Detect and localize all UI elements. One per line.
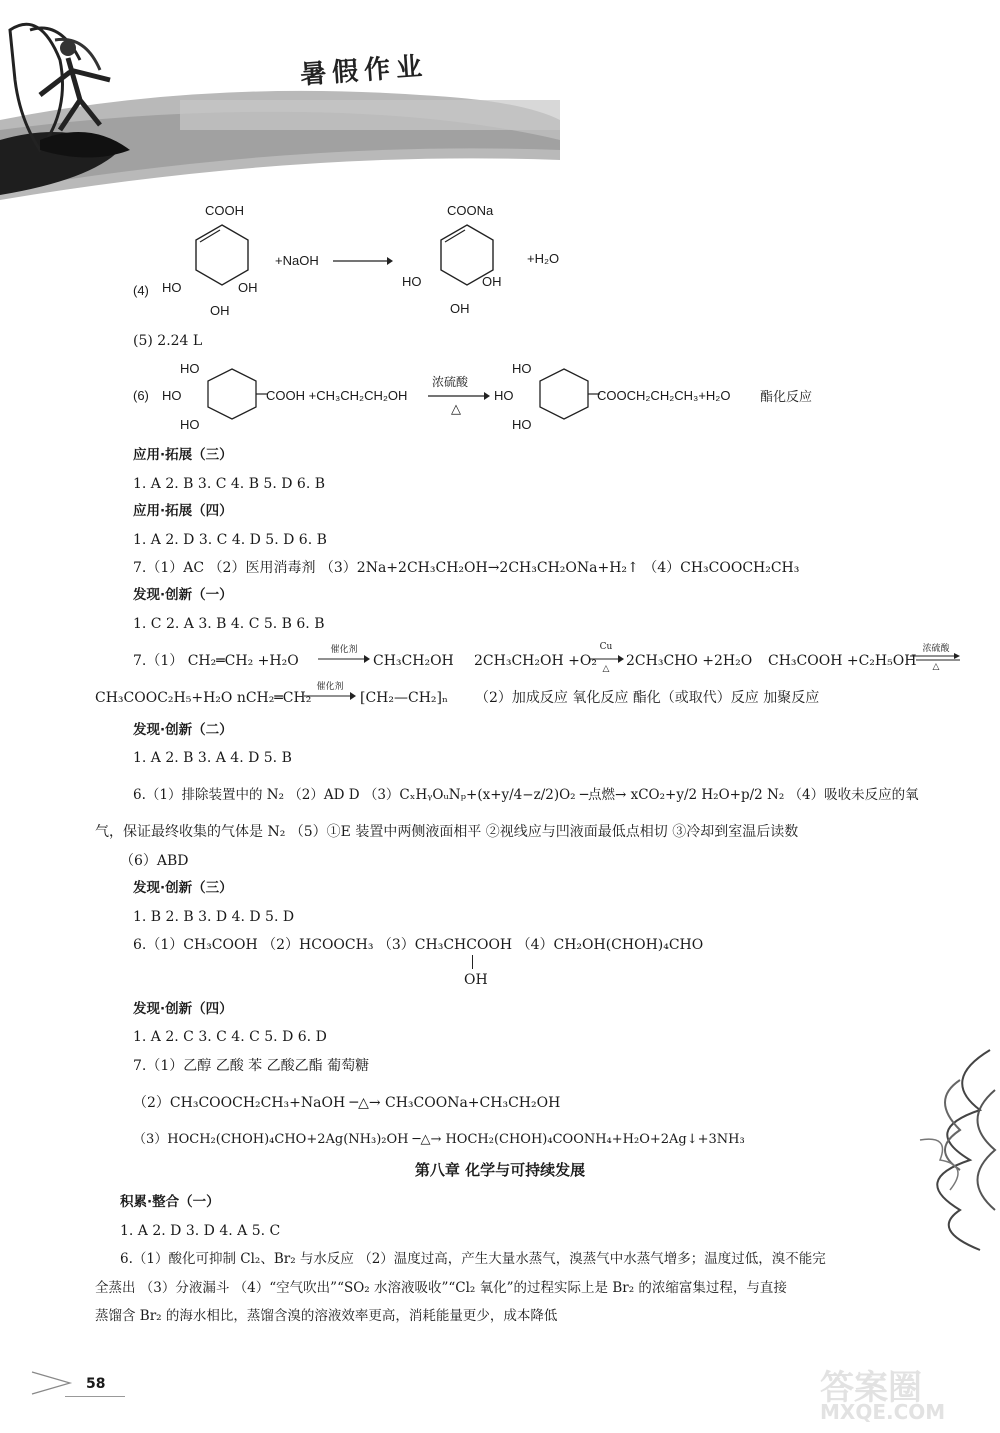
answer-line: 气，保证最终收集的气体是 N₂ （5）①E 装置中两侧液面相平 ②视线应与凹液面最低点相切 ③冷却到室温后读数 — [95, 824, 799, 840]
q6-reactant-ring — [200, 365, 270, 425]
q6-product-ring — [532, 365, 602, 425]
acid-label: 浓硫酸 — [922, 644, 950, 654]
eq-polyethylene: [CH₂—CH₂]ₙ — [360, 690, 449, 706]
reaction-types: （2）加成反应 氧化反应 酯化（或取代）反应 加聚反应 — [475, 690, 820, 706]
heat-label: △ — [602, 664, 610, 674]
cu-label: Cu — [599, 642, 613, 652]
q5-answer: (5) 2.24 L — [133, 333, 203, 349]
page-number-rule — [65, 1396, 125, 1397]
chapter-title: 第八章 化学与可持续发展 — [414, 1161, 586, 1179]
eq-polymerization: CH₃COOC₂H₅+H₂O nCH₂═CH₂ — [95, 690, 312, 706]
q4-product-oh-left: HO — [402, 274, 422, 289]
surfer-illustration — [0, 0, 1000, 200]
answer-line: 6.（1）排除装置中的 N₂ （2）AD D （3）CₓHᵧOᵤNₚ+(x+y/4−z/2)O₂ ─点燃→ xCO₂+y/2 H₂O+p/2 N₂ （4）吸收未反应的氧 — [133, 787, 919, 803]
catalyst-label: 催化剂 — [316, 682, 344, 692]
answer-line: 1. A 2. B 3. A 4. D 5. B — [133, 750, 292, 766]
q6-product-ho-top: HO — [512, 361, 532, 376]
q6-product-ho-mid: HO — [494, 388, 514, 403]
substituent: OH — [464, 972, 488, 988]
section-heading: 发现·创新（三） — [133, 880, 233, 896]
q6-ho-bot: HO — [180, 417, 200, 432]
q4-byproduct: +H₂O — [527, 251, 560, 266]
answer-line: （2）CH₃COOCH₂CH₃+NaOH ─△→ CH₃COONa+CH₃CH₂OH — [133, 1095, 561, 1111]
section-heading: 积累·整合（一） — [120, 1194, 220, 1210]
q6-label: (6) — [133, 388, 149, 403]
section-heading: 发现·创新（二） — [133, 722, 233, 738]
section-heading: 发现·创新（一） — [133, 587, 233, 603]
q6-ho-top: HO — [180, 361, 200, 376]
answer-line: 1. A 2. C 3. C 4. C 5. D 6. D — [133, 1029, 327, 1045]
answer-line: 蒸馏含 Br₂ 的海水相比，蒸馏含溴的溶液效率更高，消耗能量更少，成本降低 — [95, 1308, 558, 1324]
q4-reactant-oh-right: OH — [238, 280, 258, 295]
q6-condition-top: 浓硫酸 — [432, 375, 469, 389]
eq-arrow — [590, 654, 624, 664]
answer-line: （6）ABD — [120, 853, 189, 869]
answer-line: 1. A 2. B 3. C 4. B 5. D 6. B — [133, 476, 326, 492]
q6-product-tail: COOCH₂CH₂CH₃+H₂O — [597, 388, 731, 403]
eq-product-ethanol: CH₃CH₂OH — [373, 653, 454, 669]
answer-line: 1. B 2. B 3. D 4. D 5. D — [133, 909, 295, 925]
heat-label: △ — [932, 662, 940, 672]
answer-line: 1. A 2. D 3. D 4. A 5. C — [120, 1223, 281, 1239]
eq-esterification: CH₃COOH +C₂H₅OH — [768, 653, 917, 669]
bond-line — [472, 955, 473, 969]
q4-reactant-group: COOH — [205, 203, 244, 218]
decorative-swirl — [900, 1040, 1000, 1270]
header-banner — [0, 0, 1000, 200]
section-heading: 发现·创新（四） — [133, 1001, 233, 1017]
eq-arrow — [318, 654, 370, 664]
catalyst-label: 催化剂 — [330, 645, 358, 655]
eq-arrow — [304, 691, 356, 701]
series-title: 暑假作业 — [299, 51, 430, 91]
q4-product-group: COONa — [447, 203, 494, 218]
answer-line: 1. A 2. D 3. C 4. D 5. D 6. B — [133, 532, 327, 548]
section-heading: 应用·拓展（四） — [133, 503, 233, 519]
q4-arrow — [333, 254, 393, 268]
page-number: 58 — [86, 1376, 106, 1392]
watermark-url: MXQE.COM — [820, 1400, 946, 1424]
answer-line: 7.（1）乙醇 乙酸 苯 乙酸乙酯 葡萄糖 — [133, 1058, 370, 1074]
q4-product-oh-bottom: OH — [450, 301, 470, 316]
q6-product-ho-bot: HO — [512, 417, 532, 432]
answer-line: 全蒸出 （3）分液漏斗 （4）“空气吹出”“SO₂ 水溶液吸收”“Cl₂ 氧化”的过程实际上是 Br₂ 的浓缩富集过程，与直接 — [95, 1280, 787, 1296]
answer-line: 6.（1）CH₃COOH （2）HCOOCH₃ （3）CH₃CHCOOH （4）CH₂OH(CHOH)₄CHO — [133, 937, 704, 953]
q6-reaction-type: 酯化反应 — [760, 390, 813, 405]
q4-label: (4) — [133, 283, 149, 298]
q6-reactant-tail: COOH +CH₃CH₂CH₂OH — [266, 388, 408, 403]
q4-reactant-oh-left: HO — [162, 280, 182, 295]
answer-line: 6.（1）酸化可抑制 Cl₂、Br₂ 与水反应 （2）温度过高，产生大量水蒸气，溴蒸气中水蒸气增多；温度过低，溴不能完 — [120, 1251, 826, 1267]
q4-reagent: +NaOH — [275, 253, 319, 268]
q4-reactant-oh-bottom: OH — [210, 303, 230, 318]
eq-ethylene-hydration: 7.（1） CH₂═CH₂ +H₂O — [133, 653, 299, 669]
page-marker — [30, 1368, 90, 1398]
section-heading: 应用·拓展（三） — [133, 447, 233, 463]
watermark-logo: 答案圈 — [820, 1368, 922, 1408]
eq-ethanol-oxidation: 2CH₃CH₂OH +O₂ — [474, 653, 597, 669]
q6-condition-bottom: △ — [451, 401, 461, 416]
answer-line: 7.（1）AC （2）医用消毒剂 （3）2Na+2CH₃CH₂OH→2CH₃CH₂ONa+H₂↑ （4）CH₃COOCH₂CH₃ — [133, 560, 800, 576]
eq-product-acetaldehyde: 2CH₃CHO +2H₂O — [626, 653, 753, 669]
answer-line: （3）HOCH₂(CHOH)₄CHO+2Ag(NH₃)₂OH ─△→ HOCH₂(CHOH)₄COONH₄+H₂O+2Ag↓+3NH₃ — [133, 1132, 745, 1147]
q4-product-oh-right: OH — [482, 274, 502, 289]
answer-line: 1. C 2. A 3. B 4. C 5. B 6. B — [133, 616, 325, 632]
q6-ho-mid: HO — [162, 388, 182, 403]
